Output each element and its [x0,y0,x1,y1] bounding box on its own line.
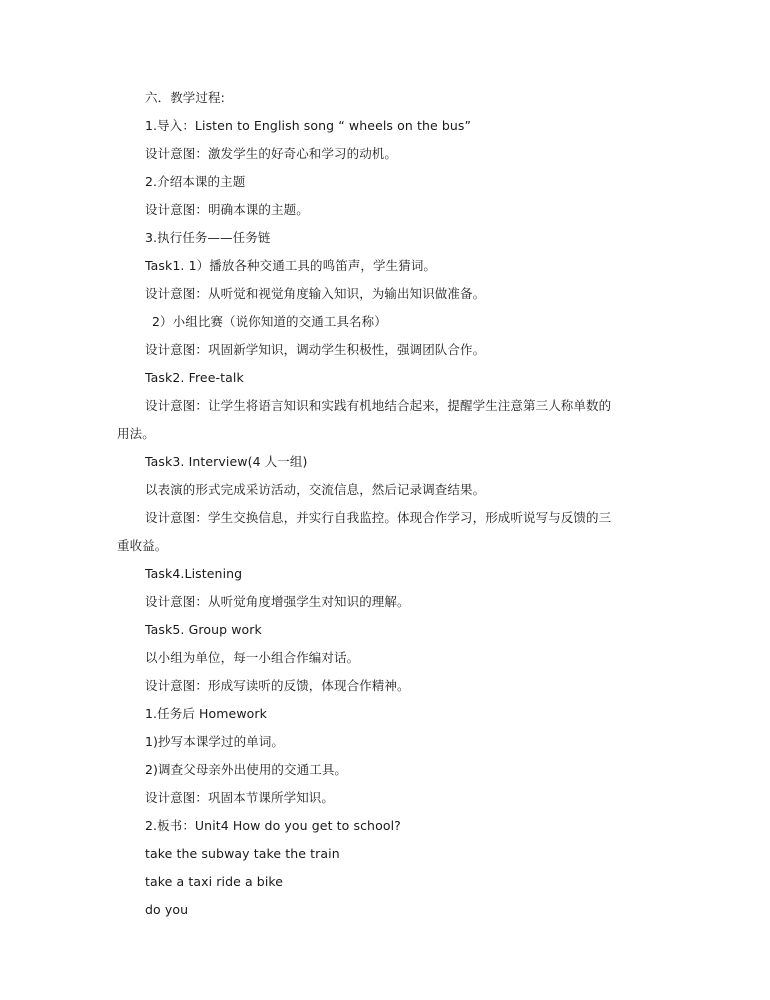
design-intent-text: 设计意图：明确本课的主题。 [145,202,309,217]
task5-description: 以小组为单位，每一小组合作编对话。 [145,650,360,665]
homework-heading: 1.任务后 Homework [145,706,267,721]
design-intent-text: 设计意图：学生交换信息，并实行自我监控。体现合作学习，形成听说写与反馈的三 [145,510,612,525]
intro-step: 1.导入：Listen to English song “ wheels on the bus” [145,118,472,133]
task1-text: Task1. 1）播放各种交通工具的鸣笛声，学生猜词。 [145,258,437,273]
design-intent-text: 设计意图：巩固新学知识，调动学生积极性，强调团队合作。 [145,342,486,357]
blackboard-line: do you [145,902,189,917]
task2-text: Task2. Free-talk [145,370,244,385]
task3-text: Task3. Interview(4 人一组) [145,454,308,469]
blackboard-heading: 2.板书：Unit4 How do you get to school? [145,818,401,833]
homework-item: 1)抄写本课学过的单词。 [145,734,285,749]
design-intent-continuation: 用法。 [117,426,155,441]
section-heading: 六．教学过程: [145,90,225,105]
design-intent-text: 设计意图：激发学生的好奇心和学习的动机。 [145,146,398,161]
design-intent-continuation: 重收益。 [117,538,168,553]
design-intent-text: 设计意图：从听觉角度增强学生对知识的理解。 [145,594,410,609]
blackboard-line: take a taxi ride a bike [145,874,284,889]
design-intent-text: 设计意图：形成写读听的反馈，体现合作精神。 [145,678,410,693]
homework-item: 2)调查父母亲外出使用的交通工具。 [145,762,348,777]
task1-subitem: 2）小组比赛（说你知道的交通工具名称） [152,314,387,329]
task4-text: Task4.Listening [145,566,243,581]
task5-text: Task5. Group work [145,622,262,637]
task-chain-step: 3.执行任务——任务链 [145,230,271,245]
design-intent-text: 设计意图：从听觉和视觉角度输入知识，为输出知识做准备。 [145,286,486,301]
blackboard-line: take the subway take the train [145,846,340,861]
topic-step: 2.介绍本课的主题 [145,174,246,189]
task3-description: 以表演的形式完成采访活动，交流信息，然后记录调查结果。 [145,482,486,497]
design-intent-text: 设计意图：让学生将语言知识和实践有机地结合起来，提醒学生注意第三人称单数的 [145,398,612,413]
design-intent-text: 设计意图：巩固本节课所学知识。 [145,790,335,805]
